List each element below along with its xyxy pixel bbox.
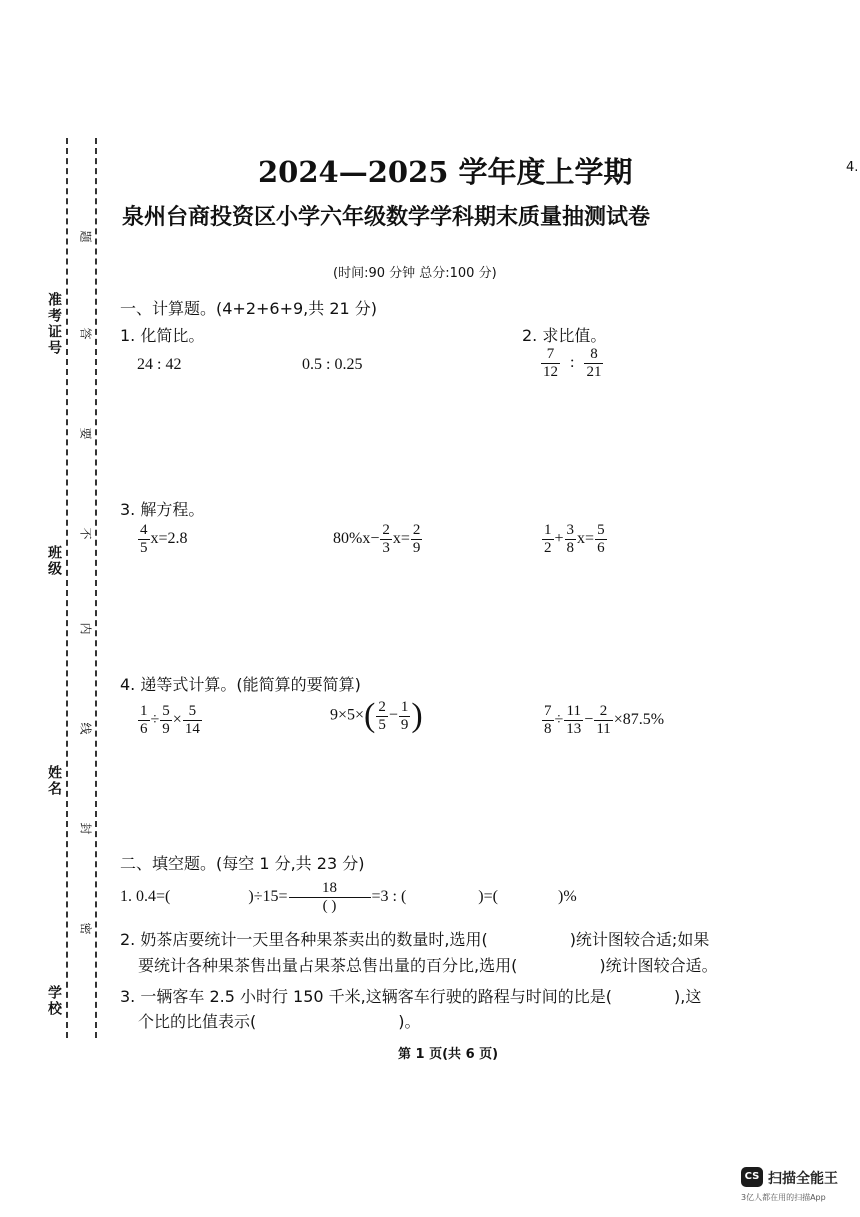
fraction: $\frac{5}{9}$ <box>162 703 170 737</box>
margin-dashed-line-outer <box>66 138 68 1038</box>
camscanner-logo-icon: CS <box>741 1167 763 1187</box>
seal-char-7: 封 <box>78 822 93 835</box>
fraction: $\frac{11}{13}$ <box>566 703 582 737</box>
fill-q1: 1. 0.4=( )÷15= $\frac{18}{( )}$ =3 : ( )=( )% <box>120 880 577 914</box>
q1-item-2: 0.5 : 0.25 <box>302 356 363 373</box>
seal-char-4: 不 <box>78 527 93 540</box>
fraction: $\frac{3}{8}$ <box>566 522 575 556</box>
fraction: $\frac{1}{6}$ <box>140 703 148 737</box>
margin-dashed-line-inner <box>95 138 97 1038</box>
fraction: $\frac{1}{2}$ <box>544 522 552 556</box>
fraction: $\frac{2}{5}$ <box>378 698 386 733</box>
q4-expression-3: $\frac{7}{8}$ ÷ $\frac{11}{13}$ − $\frac{2}{11}$ ×87.5% <box>544 703 665 737</box>
brand-tagline: 3亿人都在用的扫描App <box>741 1193 826 1202</box>
fraction: $\frac{5}{6}$ <box>597 522 605 556</box>
fraction: $\frac{2}{3}$ <box>382 522 390 556</box>
fill-q3-line1: 3. 一辆客车 2.5 小时行 150 千米,这辆客车行驶的路程与时间的比是( ),这 <box>120 987 702 1006</box>
fraction: $\frac{5}{14}$ <box>184 703 200 737</box>
exam-title: 2024—2025 学年度上学期 <box>258 155 633 189</box>
fraction: $\frac{2}{11}$ <box>596 703 611 737</box>
q3-equation-1: $\frac{4}{5}$ x=2.8 <box>140 522 188 556</box>
q3-label: 3. 解方程。 <box>120 500 205 519</box>
field-school: 学校 <box>46 985 62 1017</box>
q3-equation-3: $\frac{1}{2}$ + $\frac{3}{8}$ x= $\frac{5}{6}$ <box>544 522 605 556</box>
q4-expression-1: $\frac{1}{6}$ ÷ $\frac{5}{9}$ × $\frac{5}{14}$ <box>140 703 200 737</box>
seal-char-3: 要 <box>78 427 93 440</box>
fraction: $\frac{7}{8}$ <box>544 703 552 737</box>
seal-char-2: 答 <box>78 327 93 340</box>
seal-char-1: 题 <box>78 230 93 243</box>
exam-info: (时间:90 分钟 总分:100 分) <box>333 266 497 281</box>
fill-q2-line1: 2. 奶茶店要统计一天里各种果茶卖出的数量时,选用( )统计图较合适;如果 <box>120 930 710 949</box>
corner-mark: 4. <box>846 160 859 175</box>
q4-label: 4. 递等式计算。(能简算的要简算) <box>120 675 361 694</box>
brand-name: 扫描全能王 <box>768 1171 838 1187</box>
exam-subtitle: 泉州台商投资区小学六年级数学学科期末质量抽测试卷 <box>122 204 651 230</box>
field-exam-number: 准考证号 <box>46 292 62 356</box>
section2-heading: 二、填空题。(每空 1 分,共 23 分) <box>120 854 365 873</box>
q2-label: 2. 求比值。 <box>522 326 607 345</box>
fraction: $\frac{7}{12}$ <box>543 346 558 380</box>
seal-char-6: 线 <box>78 722 93 735</box>
fraction: $\frac{1}{9}$ <box>400 698 409 733</box>
page-number: 第 1 页(共 6 页) <box>398 1047 499 1062</box>
seal-char-5: 内 <box>78 622 93 635</box>
q4-expression-2: 9×5×( $\frac{2}{5}$ − $\frac{1}{9}$ ) <box>330 697 423 734</box>
seal-char-8: 密 <box>78 922 93 935</box>
fraction: $\frac{4}{5}$ <box>140 522 148 556</box>
q1-label: 1. 化简比。 <box>120 326 205 345</box>
section1-heading: 一、计算题。(4+2+6+9,共 21 分) <box>120 299 378 318</box>
fraction: $\frac{2}{9}$ <box>412 522 421 556</box>
field-name: 姓名 <box>46 765 62 797</box>
fill-q2-line2: 要统计各种果茶售出量占果茶总售出量的百分比,选用( )统计图较合适。 <box>138 956 718 975</box>
fill-q3-line2: 个比的比值表示( )。 <box>138 1012 421 1031</box>
field-class: 班级 <box>46 545 62 577</box>
q2-expression: $\frac{7}{12}$ : $\frac{8}{21}$ <box>543 346 602 380</box>
fraction: $\frac{8}{21}$ <box>586 346 602 380</box>
q3-equation-2: 80%x− $\frac{2}{3}$ x= $\frac{2}{9}$ <box>333 522 421 556</box>
fraction: $\frac{18}{( )}$ <box>289 880 371 915</box>
q1-item-1: 24 : 42 <box>137 356 182 373</box>
